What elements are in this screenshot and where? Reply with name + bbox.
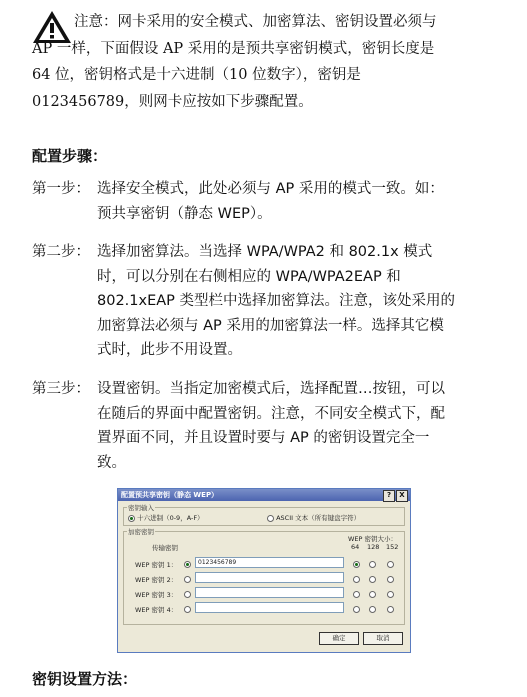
step-label: 第一步： — [32, 181, 90, 197]
size-64-label: 64 — [351, 543, 360, 551]
encryption-key-group — [123, 528, 405, 625]
size-radio[interactable] — [369, 591, 376, 598]
note-line: 0123456789，则网卡应按如下步骤配置。 — [32, 93, 313, 110]
ascii-option-label: ASCII 文本（所有键盘字符） — [276, 514, 361, 522]
transmit-key-radio[interactable] — [184, 561, 191, 568]
note-line: 64 位，密钥格式是十六进制（10 位数字），密钥是 — [32, 67, 361, 83]
wep-key-field[interactable]: 0123456789 — [195, 557, 344, 568]
size-radio[interactable] — [387, 591, 394, 598]
note-paragraph — [32, 9, 496, 115]
key-size-label: WEP 密钥大小： — [348, 535, 398, 543]
help-button[interactable]: ? — [383, 490, 395, 502]
radio-selected-icon — [128, 515, 135, 522]
section-heading-config-steps: 配置步骤： — [32, 147, 108, 165]
size-radio[interactable] — [353, 561, 360, 568]
step-line: 选择加密算法。当选择 WPA/WPA2 和 802.1x 模式 — [97, 244, 433, 260]
group-label: 密钥输入 — [128, 504, 154, 512]
step-label: 第二步： — [32, 244, 90, 260]
dialog-title: 配置预共享密钥（静态 WEP） — [121, 491, 219, 499]
transmit-key-radio[interactable] — [184, 591, 191, 598]
size-radio[interactable] — [369, 576, 376, 583]
note-line: AP 一样，下面假设 AP 采用的是预共享密钥模式，密钥长度是 — [32, 40, 435, 57]
key-input-group — [123, 504, 405, 526]
step-3 — [32, 377, 500, 475]
transmit-key-label: 传输密钥 — [152, 544, 178, 552]
transmit-key-radio[interactable] — [184, 606, 191, 613]
step-label: 第三步： — [32, 381, 90, 397]
step-2 — [32, 240, 500, 363]
wep-key-label: WEP 密钥 1： — [135, 561, 178, 569]
size-radio[interactable] — [353, 576, 360, 583]
dialog-titlebar — [118, 489, 410, 501]
ascii-radio[interactable] — [267, 513, 360, 522]
step-line: 802.1xEAP 类型栏中选择加密算法。注意，该处采用的 — [97, 293, 456, 309]
size-radio[interactable] — [369, 561, 376, 568]
step-1 — [32, 177, 500, 226]
size-radio[interactable] — [369, 606, 376, 613]
group-label: 加密密钥 — [128, 528, 154, 536]
hex-radio[interactable] — [128, 513, 204, 522]
step-line: 加密算法必须与 AP 采用的加密算法一样。选择其它模 — [97, 317, 444, 334]
size-152-label: 152 — [386, 543, 399, 551]
step-line: 选择安全模式，此处必须与 AP 采用的模式一致。如： — [97, 181, 444, 197]
step-line: 预共享密钥（静态 WEP）。 — [97, 205, 272, 222]
note-line: 注意：网卡采用的安全模式、加密算法、密钥设置必须与 — [74, 14, 437, 30]
ok-button[interactable]: 确定 — [319, 632, 359, 645]
cancel-button[interactable]: 取消 — [363, 632, 403, 645]
wep-config-dialog — [117, 488, 411, 653]
step-line: 设置密钥。当指定加密模式后，选择配置…按钮，可以 — [97, 381, 445, 397]
wep-key-label: WEP 密钥 3： — [135, 591, 178, 599]
size-radio[interactable] — [387, 561, 394, 568]
wep-key-field[interactable] — [195, 572, 344, 583]
step-line: 致。 — [97, 454, 126, 471]
wep-key-field[interactable] — [195, 602, 344, 613]
size-radio[interactable] — [387, 606, 394, 613]
wep-key-field[interactable] — [195, 587, 344, 598]
size-radio[interactable] — [353, 591, 360, 598]
step-line: 时，可以分别在右侧相应的 WPA/WPA2EAP 和 — [97, 268, 401, 285]
size-radio[interactable] — [353, 606, 360, 613]
close-button[interactable]: X — [396, 490, 408, 502]
transmit-key-radio[interactable] — [184, 576, 191, 583]
step-line: 在随后的界面中配置密钥。注意，不同安全模式下，配 — [97, 405, 445, 422]
section-heading-key-setting: 密钥设置方法： — [32, 670, 138, 688]
radio-icon — [267, 515, 274, 522]
wep-key-label: WEP 密钥 4： — [135, 606, 178, 614]
wep-key-label: WEP 密钥 2： — [135, 576, 178, 584]
step-line: 式时，此步不用设置。 — [97, 342, 242, 358]
step-line: 置界面不同，并且设置时要与 AP 的密钥设置完全一 — [97, 430, 430, 446]
size-radio[interactable] — [387, 576, 394, 583]
size-128-label: 128 — [367, 543, 380, 551]
hex-option-label: 十六进制（0-9，A-F） — [137, 514, 204, 522]
